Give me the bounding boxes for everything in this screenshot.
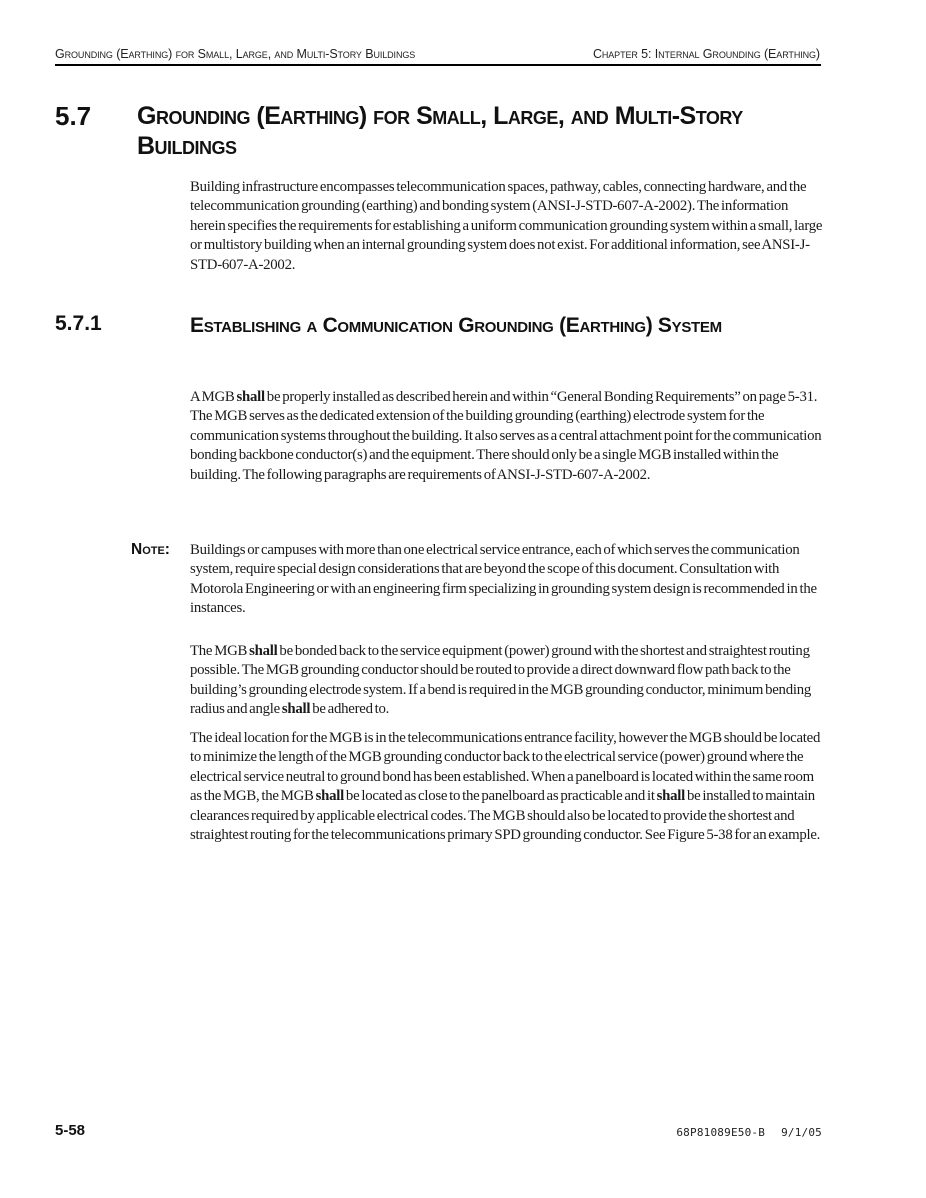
header-rule [55, 64, 821, 66]
paragraph-mgb-install: A MGB shall be properly installed as described herein and within “General Bonding Requirements” on page 5-31. The MGB serves as the dedicated extension of the building grounding (earthing) electrode system for the communication systems throughout the building. It also serves as a central attachment point for the communication bonding backbone conductor(s) and the equipment. There should only be a single MGB installed within the building. The following paragraphs are requirements of ANSI-J-STD-607-A-2002. [190, 389, 822, 483]
footer-date: 9/1/05 [781, 1126, 822, 1139]
footer-page-number: 5-58 [55, 1122, 86, 1139]
section-title-5-7: Grounding (Earthing) for Small, Large, and Multi-Story Buildings [137, 102, 743, 160]
paragraph-mgb-location: The ideal location for the MGB is in the telecommunications entrance facility, however the MGB should be located to minimize the length of the MGB grounding conductor back to the electrical service (power) ground where the electrical service neutral to ground bond has been established. When a panelboard is located within the same room as the MGB, the MGB shall be located as close to the panelboard as practicable and it shall be installed to maintain clearances required by applicable electrical codes. The MGB should also be located to provide the shortest and straightest routing for the telecommunications primary SPD grounding conductor. See Figure 5-38 for an example. [190, 730, 821, 844]
running-header-left: Grounding (Earthing) for Small, Large, and Multi-Story Buildings [55, 47, 416, 61]
footer-document-number: 68P81089E50-B [676, 1126, 766, 1139]
paragraph-mgb-bonding: The MGB shall be bonded back to the service equipment (power) ground with the shortest and straightest routing possible. The MGB grounding conductor should be routed to provide a direct downward flow path back to the building’s grounding electrode system. If a bend is required in the MGB grounding conductor, minimum bending radius and angle shall be adhered to. [190, 643, 811, 718]
section-number-5-7: 5.7 [55, 101, 92, 131]
running-header-right: Chapter 5: Internal Grounding (Earthing) [592, 47, 820, 61]
footer-right [676, 1126, 822, 1139]
note-label: Note: [131, 541, 170, 558]
section-title-5-7-1: Establishing a Communication Grounding (Earthing) System [190, 314, 722, 337]
note-text: Buildings or campuses with more than one electrical service entrance, each of which serves the communication system, require special design considerations that are beyond the scope of this document. Consultation with Motorola Engineering or with an engineering firm specializing in grounding system design is recommended in the instances. [190, 542, 817, 617]
section-number-5-7-1: 5.7.1 [55, 312, 102, 335]
paragraph-intro: Building infrastructure encompasses telecommunication spaces, pathway, cables, connecting hardware, and the telecommunication grounding (earthing) and bonding system (ANSI-J-STD-607-A-2002). The information herein specifies the requirements for establishing a uniform communication grounding system within a small, large or multistory building when an internal grounding system does not exist. For additional information, see ANSI-J-STD-607-A-2002. [190, 179, 823, 273]
